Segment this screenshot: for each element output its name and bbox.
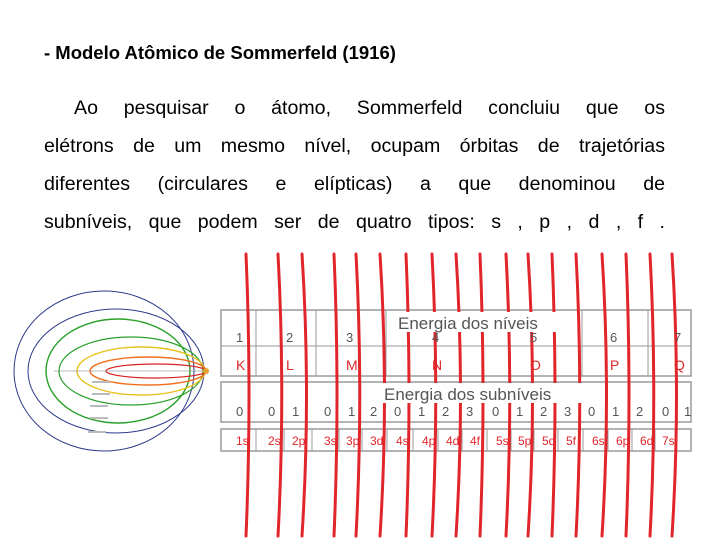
sublevel-number: 0 — [268, 404, 276, 419]
level-letter: Q — [674, 357, 685, 373]
level-letter: M — [346, 357, 358, 373]
description-paragraph — [44, 89, 665, 241]
sublevel-number: 1 — [348, 404, 356, 419]
sublevel-label: 5s — [496, 434, 509, 448]
sublevel-number: 2 — [540, 404, 548, 419]
orbit-arc — [334, 254, 337, 536]
sublevel-label: 3p — [346, 434, 360, 448]
level-number: 7 — [674, 330, 682, 345]
energy-levels-svg — [220, 250, 698, 540]
energy-levels-diagram — [220, 250, 698, 540]
level-number: 6 — [610, 330, 618, 345]
orbit-arc — [602, 254, 607, 536]
sublevel-label: 6s — [592, 434, 605, 448]
orbit-arc — [278, 254, 282, 536]
sublevel-number: 0 — [236, 404, 244, 419]
sublevel-number: 0 — [588, 404, 596, 419]
header-levels: Energia dos níveis — [398, 314, 538, 333]
level-letter: L — [286, 357, 294, 373]
orbit-label-mark — [92, 381, 110, 383]
orbit-label-mark — [90, 405, 108, 407]
sublevel-label: 4s — [396, 434, 409, 448]
sublevel-label: 3s — [324, 434, 337, 448]
orbit-arc — [626, 254, 629, 536]
sublevel-label: 4f — [470, 434, 481, 448]
sommerfeld-orbits-diagram — [6, 285, 216, 455]
level-letter: O — [530, 357, 541, 373]
sublevel-label: 4d — [446, 434, 460, 448]
level-number: 5 — [530, 330, 538, 345]
sublevel-number: 3 — [564, 404, 572, 419]
level-letter: K — [236, 357, 246, 373]
sublevel-label: 3d — [370, 434, 384, 448]
sublevel-label: 5f — [566, 434, 577, 448]
orbit-label-mark — [88, 431, 106, 433]
level-number: 1 — [236, 330, 244, 345]
paragraph-line: diferentes (circulares e elípticas) a que denominou de — [44, 173, 665, 195]
orbit-arc — [246, 254, 249, 536]
sublevel-label: 2p — [292, 434, 306, 448]
orbit-label-mark — [92, 393, 110, 395]
sublevel-number: 0 — [394, 404, 402, 419]
orbits-svg — [6, 285, 216, 455]
level-letter: N — [432, 357, 443, 373]
sublevel-number: 2 — [442, 404, 450, 419]
sublevel-label: 2s — [268, 434, 281, 448]
sublevel-number: 2 — [636, 404, 644, 419]
sublevel-label: 5d — [542, 434, 556, 448]
paragraph-line: subníveis, que podem ser de quatro tipos: s , p , d , f . — [44, 211, 665, 233]
sublevel-number: 2 — [370, 404, 378, 419]
orbit-arc — [672, 254, 677, 536]
sublevel-label: 1s — [236, 434, 249, 448]
page-title: - Modelo Atômico de Sommerfeld (1916) — [44, 42, 396, 63]
nucleus-dot — [203, 368, 209, 374]
sublevel-number: 1 — [418, 404, 426, 419]
sublevel-number: 0 — [492, 404, 500, 419]
level-letter: P — [610, 357, 620, 373]
level-number: 3 — [346, 330, 354, 345]
orbit-label-mark — [90, 417, 108, 419]
sublevel-label: 7s — [662, 434, 675, 448]
sublevel-label: 6p — [616, 434, 630, 448]
paragraph-line: Ao pesquisar o átomo, Sommerfeld concluiu que os — [74, 97, 665, 119]
sublevel-number: 1 — [612, 404, 620, 419]
sublevel-number: 0 — [324, 404, 332, 419]
level-number: 2 — [286, 330, 294, 345]
sublevel-number: 0 — [662, 404, 670, 419]
sublevel-number: 1 — [292, 404, 300, 419]
sublevel-number: 1 — [684, 404, 692, 419]
paragraph-line: elétrons de um mesmo nível, ocupam órbitas de trajetórias — [44, 135, 665, 157]
orbit-arc — [650, 254, 654, 536]
sublevel-label: 6d — [640, 434, 654, 448]
orbit-arc — [356, 254, 360, 536]
sublevel-number: 1 — [516, 404, 524, 419]
sublevel-number: 3 — [466, 404, 474, 419]
sublevel-label: 5p — [518, 434, 532, 448]
level-number: 4 — [432, 330, 440, 345]
header-sublevels: Energia dos subníveis — [384, 385, 552, 404]
sublevel-label: 4p — [422, 434, 436, 448]
orbit-arc — [302, 254, 307, 536]
